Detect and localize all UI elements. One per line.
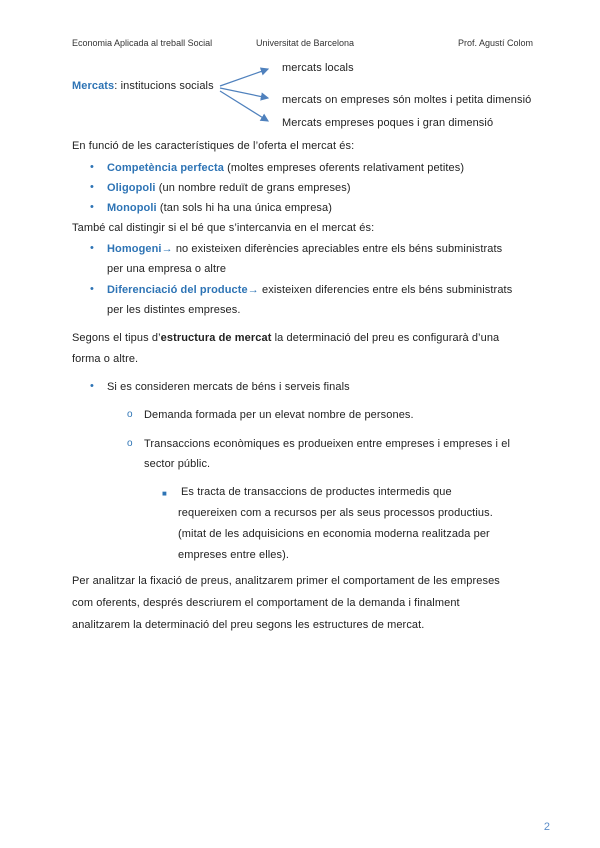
estructura-line2: forma o altre. (72, 353, 139, 365)
be-item-2 (107, 284, 512, 296)
header-professor: Prof. Agustí Colom (458, 38, 534, 48)
header-course: Economia Aplicada al treball Social (72, 38, 213, 48)
finals-bullet: Si es consideren mercats de béns i serveis finals (107, 381, 350, 393)
oferta-item-1-term: Competència perfecta (107, 162, 224, 174)
bullet-icon: • (90, 380, 94, 392)
bullet-icon: • (90, 181, 94, 193)
mercats-branch-1: mercats locals (282, 62, 354, 74)
oferta-item-3 (107, 202, 332, 214)
closing-line-3: analitzarem la determinació del preu segons les estructures de mercat. (72, 619, 425, 631)
estructura-line1 (72, 332, 499, 344)
be-item-1-line2: per una empresa o altre (107, 263, 227, 275)
arrow-to-large-icon (220, 91, 268, 121)
arrow-to-small-icon (220, 88, 268, 98)
bullet-icon: • (90, 161, 94, 173)
mercats-term: Mercats (72, 80, 115, 92)
oferta-intro: En funció de les característiques de l’oferta el mercat és: (72, 140, 355, 152)
finals-sub1: Demanda formada per un elevat nombre de persones. (144, 409, 414, 421)
finals-nested-4: empreses entre elles). (178, 549, 290, 561)
right-arrow-icon: → (161, 243, 173, 255)
header-university: Universitat de Barcelona (256, 38, 355, 48)
circle-bullet-icon: o (127, 409, 133, 420)
finals-sub2-line1: Transaccions econòmiques es produeixen entre empreses i empreses i el (144, 438, 511, 450)
be-intro: També cal distingir si el bé que s’intercanvia en el mercat és: (72, 222, 375, 234)
finals-nested-1: Es tracta de transaccions de productes intermedis que (181, 486, 452, 498)
circle-bullet-icon: o (127, 438, 133, 449)
closing-line-2: com oferents, després descriurem el comportament de la demanda i finalment (72, 597, 460, 609)
bullet-icon: • (90, 242, 94, 254)
closing-line-1: Per analitzar la fixació de preus, analitzarem primer el comportament de les empreses (72, 575, 500, 587)
right-arrow-icon: → (247, 284, 259, 296)
oferta-item-2-desc: (un nombre reduït de grans empreses) (155, 182, 351, 194)
be-item-1-term: Homogeni (107, 243, 162, 255)
finals-sub2-line2: sector públic. (144, 458, 211, 470)
estructura-bold: estructura de mercat (160, 332, 272, 344)
mercats-branch-2: mercats on empreses són moltes i petita dimensió (282, 94, 532, 106)
finals-nested-2: requereixen com a recursos per als seus processos productius. (178, 507, 493, 519)
mercats-definition-text: : institucions socials (114, 80, 214, 92)
oferta-item-2 (107, 182, 351, 194)
estructura-post: la determinació del preu es configurarà d’una (271, 332, 500, 344)
oferta-item-3-term: Monopoli (107, 202, 157, 214)
arrow-to-local-icon (220, 69, 268, 86)
estructura-pre: Segons el tipus d’ (72, 332, 161, 344)
be-item-1-line1: no existeixen diferències apreciables entre els béns subministrats (172, 243, 503, 255)
be-item-2-line2: per les distintes empreses. (107, 304, 241, 316)
bullet-icon: • (90, 201, 94, 213)
oferta-item-3-desc: (tan sols hi ha una única empresa) (156, 202, 332, 214)
mercats-branch-3: Mercats empreses poques i gran dimensió (282, 117, 494, 129)
oferta-item-2-term: Oligopoli (107, 182, 156, 194)
be-item-2-line1: existeixen diferencies entre els béns subministrats (258, 284, 513, 296)
finals-nested-3: (mitat de les adquisicions en economia moderna realitzada per (178, 528, 490, 540)
oferta-item-1-desc: (moltes empreses oferents relativament petites) (223, 162, 465, 174)
be-item-1 (107, 243, 502, 255)
page-number: 2 (543, 821, 550, 833)
be-item-2-term: Diferenciació del producte (107, 284, 248, 296)
oferta-item-1 (107, 162, 464, 174)
square-bullet-icon: ■ (162, 489, 167, 498)
bullet-icon: • (90, 283, 94, 295)
